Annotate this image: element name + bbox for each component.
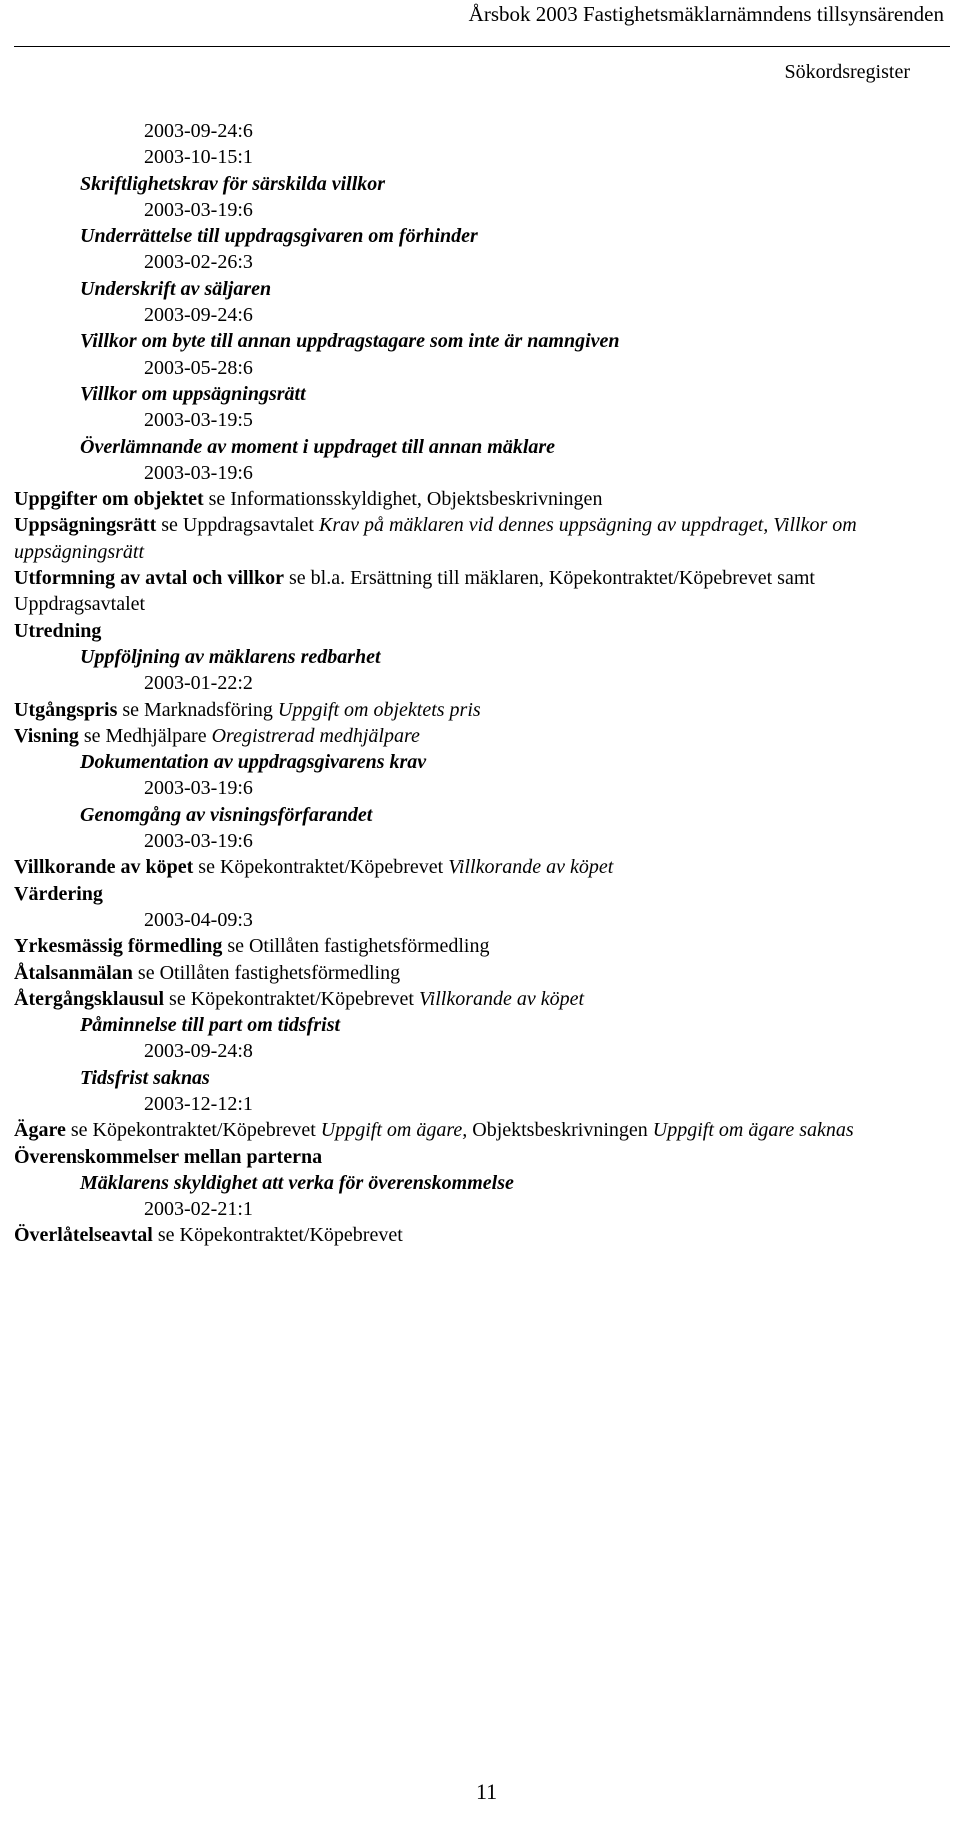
index-line bbox=[14, 828, 950, 854]
keyword-term: Utformning av avtal och villkor bbox=[14, 567, 284, 590]
keyword-term: Värdering bbox=[14, 882, 103, 905]
case-reference: 2003-05-28:6 bbox=[144, 356, 253, 379]
running-header-title: Årsbok 2003 Fastighetsmäklarnämndens tillsynsärenden bbox=[468, 2, 944, 26]
subtopic-heading: Överlämnande av moment i uppdraget till annan mäklare bbox=[80, 435, 556, 458]
section-label: Sökordsregister bbox=[784, 61, 910, 83]
subtopic-heading: Påminnelse till part om tidsfrist bbox=[80, 1014, 341, 1037]
index-line bbox=[14, 1196, 950, 1222]
keyword-index bbox=[14, 118, 950, 1249]
index-line bbox=[14, 276, 950, 302]
index-line bbox=[14, 144, 950, 170]
index-line bbox=[14, 460, 950, 486]
index-line bbox=[14, 697, 950, 723]
index-line bbox=[14, 723, 950, 749]
reference-text: se Marknadsföring bbox=[117, 698, 278, 721]
reference-text: se Otillåten fastighetsförmedling bbox=[222, 935, 490, 958]
case-reference: 2003-10-15:1 bbox=[144, 146, 253, 169]
case-reference: 2003-09-24:8 bbox=[144, 1040, 253, 1063]
case-reference: 2003-02-21:1 bbox=[144, 1198, 253, 1221]
keyword-term: Återgångsklausul bbox=[14, 987, 165, 1010]
case-reference: 2003-01-22:2 bbox=[144, 672, 253, 695]
index-line bbox=[14, 802, 950, 828]
index-line bbox=[14, 197, 950, 223]
keyword-term: Utredning bbox=[14, 619, 102, 642]
index-line bbox=[14, 381, 950, 407]
subtopic-heading: Genomgång av visningsförfarandet bbox=[80, 803, 373, 826]
subtopic-heading: Villkor om byte till annan uppdragstagare som inte är namngiven bbox=[80, 330, 620, 353]
keyword-term: Uppsägningsrätt bbox=[14, 514, 157, 537]
header-rule bbox=[14, 46, 950, 47]
index-line bbox=[14, 249, 950, 275]
index-line bbox=[14, 775, 950, 801]
index-line bbox=[14, 1091, 950, 1117]
case-reference: 2003-03-19:6 bbox=[144, 461, 253, 484]
keyword-term: Yrkesmässig förmedling bbox=[14, 935, 223, 958]
index-line bbox=[14, 565, 950, 618]
subtopic-heading: Mäklarens skyldighet att verka för överenskommelse bbox=[80, 1171, 514, 1194]
reference-text: se Informationsskyldighet, Objektsbeskrivningen bbox=[203, 488, 603, 511]
keyword-term: Överlåtelseavtal bbox=[14, 1224, 153, 1247]
reference-text: Objektsbeskrivningen bbox=[467, 1119, 653, 1142]
reference-text: se bl.a. Ersättning till mäklaren, Köpekontraktet/Köpebrevet samt Uppdragsavtalet bbox=[14, 567, 815, 616]
index-line bbox=[14, 355, 950, 381]
subtopic-heading: Dokumentation av uppdragsgivarens krav bbox=[80, 751, 427, 774]
index-line bbox=[14, 302, 950, 328]
reference-text: se Köpekontraktet/Köpebrevet bbox=[164, 987, 419, 1010]
subtopic-heading: Underskrift av säljaren bbox=[80, 277, 272, 300]
keyword-term: Ägare bbox=[14, 1119, 66, 1142]
subtopic-heading: Villkor om uppsägningsrätt bbox=[80, 382, 306, 405]
index-line bbox=[14, 118, 950, 144]
index-line bbox=[14, 933, 950, 959]
index-line bbox=[14, 670, 950, 696]
index-line bbox=[14, 512, 950, 565]
case-reference: 2003-03-19:6 bbox=[144, 777, 253, 800]
case-reference: 2003-09-24:6 bbox=[144, 120, 253, 142]
index-line bbox=[14, 1065, 950, 1091]
index-line bbox=[14, 749, 950, 775]
index-line bbox=[14, 434, 950, 460]
case-reference: 2003-02-26:3 bbox=[144, 251, 253, 274]
index-line bbox=[14, 328, 950, 354]
case-reference: 2003-12-12:1 bbox=[144, 1092, 253, 1115]
case-reference: 2003-03-19:5 bbox=[144, 409, 253, 432]
case-reference: 2003-09-24:6 bbox=[144, 304, 253, 327]
subtopic-heading: Uppföljning av mäklarens redbarhet bbox=[80, 645, 381, 668]
reference-text: se Uppdragsavtalet bbox=[156, 514, 319, 537]
index-line bbox=[14, 1117, 950, 1143]
index-line bbox=[14, 644, 950, 670]
reference-text: se Köpekontraktet/Köpebrevet bbox=[152, 1224, 403, 1247]
case-reference: 2003-04-09:3 bbox=[144, 908, 253, 931]
index-line bbox=[14, 854, 950, 880]
index-line bbox=[14, 1170, 950, 1196]
reference-subtopic: Villkorande av köpet bbox=[448, 856, 614, 879]
reference-subtopic: Uppgift om ägare saknas bbox=[652, 1119, 854, 1142]
index-line bbox=[14, 1038, 950, 1064]
case-reference: 2003-03-19:6 bbox=[144, 830, 253, 853]
page-number: 11 bbox=[476, 1779, 498, 1804]
reference-text: se Medhjälpare bbox=[78, 724, 212, 747]
reference-subtopic: Uppgift om ägare, bbox=[320, 1119, 468, 1142]
index-line bbox=[14, 171, 950, 197]
case-reference: 2003-03-19:6 bbox=[144, 198, 253, 221]
index-line bbox=[14, 881, 950, 907]
keyword-term: Utgångspris bbox=[14, 698, 118, 721]
index-line bbox=[14, 907, 950, 933]
reference-subtopic: Oregistrerad medhjälpare bbox=[211, 724, 420, 747]
reference-subtopic: Villkorande av köpet bbox=[418, 987, 585, 1010]
index-line bbox=[14, 618, 950, 644]
reference-subtopic: Uppgift om objektets pris bbox=[277, 698, 481, 721]
keyword-term: Uppgifter om objektet bbox=[14, 488, 204, 511]
keyword-term: Åtalsanmälan bbox=[14, 961, 133, 984]
index-line bbox=[14, 407, 950, 433]
index-line bbox=[14, 986, 950, 1012]
index-line bbox=[14, 486, 950, 512]
keyword-term: Överenskommelser mellan parterna bbox=[14, 1145, 323, 1168]
keyword-term: Visning bbox=[14, 724, 79, 747]
reference-subtopic: Krav på mäklaren vid dennes uppsägning av uppdraget, Villkor om uppsägningsrätt bbox=[14, 514, 857, 563]
subtopic-heading: Tidsfrist saknas bbox=[80, 1066, 210, 1089]
index-line bbox=[14, 223, 950, 249]
reference-text: se Köpekontraktet/Köpebrevet bbox=[193, 856, 449, 879]
subtopic-heading: Skriftlighetskrav för särskilda villkor bbox=[80, 172, 386, 195]
index-line bbox=[14, 1012, 950, 1038]
keyword-term: Villkorande av köpet bbox=[14, 856, 194, 879]
index-line bbox=[14, 1222, 950, 1248]
reference-text: se Köpekontraktet/Köpebrevet bbox=[65, 1119, 321, 1142]
index-line bbox=[14, 1144, 950, 1170]
subtopic-heading: Underrättelse till uppdragsgivaren om förhinder bbox=[80, 225, 478, 248]
reference-text: se Otillåten fastighetsförmedling bbox=[132, 961, 401, 984]
index-line bbox=[14, 960, 950, 986]
